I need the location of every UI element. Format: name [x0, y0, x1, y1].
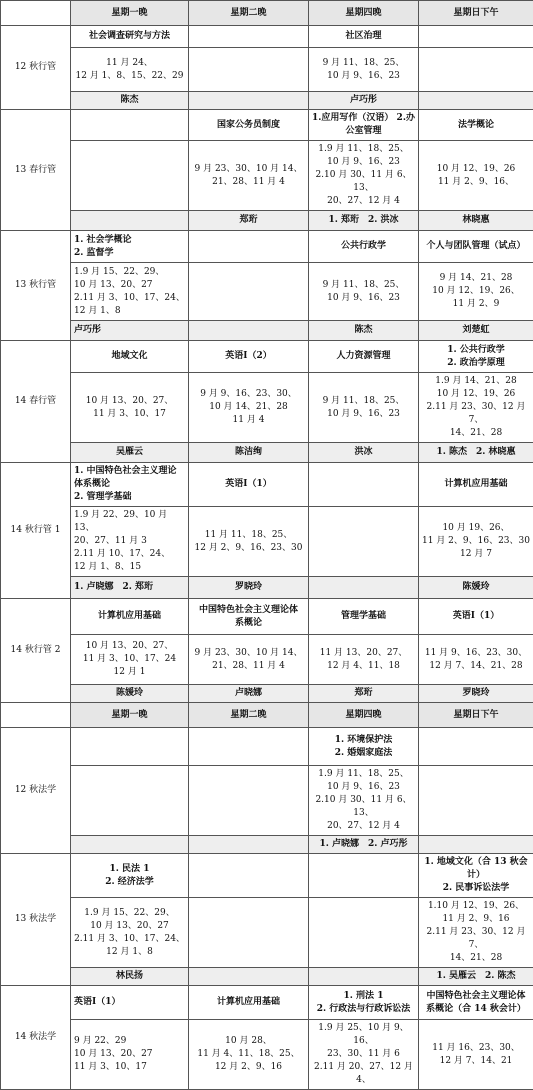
header-monday: 星期一晚	[71, 1, 189, 26]
dates-sunday	[419, 898, 533, 968]
text-line: 2.10 月 30、11 月 6、13、	[312, 169, 415, 195]
text-line: 11 月 2、9	[422, 298, 530, 311]
teacher-thursday: 1. 郑珩 2. 洪冰	[309, 211, 419, 231]
class-name: 13 春行管	[1, 110, 71, 231]
text-line: 2. 民事诉讼法学	[422, 882, 530, 895]
teacher-monday: 1. 卢晓娜 2. 郑珩	[71, 577, 189, 599]
text-line: 10 月 13、20、27	[74, 1048, 185, 1061]
course-thursday: 人力资源管理	[309, 341, 419, 373]
text-line: 9 月 11、18、25、	[312, 279, 415, 292]
text-line: 10 月 9、16、23	[312, 156, 415, 169]
text-line: 1.9 月 11、18、25、	[312, 768, 415, 781]
text-line: 9 月 22、29	[74, 1035, 185, 1048]
header-tuesday: 星期二晚	[189, 1, 309, 26]
course-monday	[71, 110, 189, 141]
teacher-row	[1, 211, 533, 231]
teacher-row	[1, 92, 533, 110]
dates-monday	[71, 263, 189, 321]
text-line: 9 月 23、30、10 月 14、	[192, 647, 305, 660]
header-tuesday: 星期二晚	[189, 703, 309, 728]
text-line: 系概论（合 14 秋会计）	[422, 1003, 530, 1016]
text-line: 11 月 9、16、23、30、	[422, 647, 530, 660]
course-monday	[71, 463, 189, 507]
course-thursday	[309, 986, 419, 1020]
class-name: 14 秋法学	[1, 986, 71, 1090]
text-line: 2. 监督学	[74, 247, 185, 260]
text-line: 11 月 2、9、16	[422, 913, 530, 926]
teacher-tuesday: 郑珩	[189, 211, 309, 231]
text-line: 2.11 月 10、17、24、	[74, 548, 185, 561]
text-line: 12 月 7、14、21、28	[422, 660, 530, 673]
header-monday: 星期一晚	[71, 703, 189, 728]
dates-thursday	[309, 141, 419, 211]
dates-sunday	[419, 263, 533, 321]
teacher-sunday: 陈媛玲	[419, 577, 533, 599]
dates-sunday	[419, 373, 533, 443]
text-line: 10 月 13、20、27	[74, 920, 185, 933]
course-monday: 地域文化	[71, 341, 189, 373]
text-line: 20、27、11 月 3	[74, 535, 185, 548]
teacher-monday: 吴雁云	[71, 443, 189, 463]
dates-tuesday	[189, 766, 309, 836]
dates-row	[1, 373, 533, 443]
course-tuesday	[189, 599, 309, 635]
teacher-monday: 林民扬	[71, 968, 189, 986]
text-line: 10 月 9、16、23	[312, 292, 415, 305]
text-line: 系概论	[192, 617, 305, 630]
course-tuesday	[189, 854, 309, 898]
teacher-tuesday	[189, 92, 309, 110]
teacher-thursday	[309, 577, 419, 599]
teacher-thursday: 洪冰	[309, 443, 419, 463]
text-line: 14、21、28	[422, 952, 530, 965]
header-thursday: 星期四晚	[309, 1, 419, 26]
dates-thursday	[309, 766, 419, 836]
class-name: 14 秋行管 1	[1, 463, 71, 599]
text-line: 12 月 7	[422, 548, 530, 561]
text-line: 12 月 1	[74, 666, 185, 679]
teacher-sunday: 林晓惠	[419, 211, 533, 231]
text-line: 1. 地域文化（合 13 秋会计）	[422, 856, 530, 882]
text-line: 2.11 月 20、27、12 月 4、	[312, 1061, 415, 1087]
dates-tuesday	[189, 141, 309, 211]
dates-monday	[71, 898, 189, 968]
text-line: 9 月 11、18、25、	[312, 57, 415, 70]
course-monday	[71, 231, 189, 263]
text-line: 9 月 23、30、10 月 14、	[192, 163, 305, 176]
course-tuesday	[189, 231, 309, 263]
text-line: 2.10 月 30、11 月 6、13、	[312, 794, 415, 820]
teacher-monday	[71, 211, 189, 231]
text-line: 11 月 13、20、27、	[312, 647, 415, 660]
class-name: 13 秋行管	[1, 231, 71, 341]
text-line: 2. 管理学基础	[74, 491, 185, 504]
text-line: 12 月 1、8	[74, 305, 185, 318]
dates-thursday	[309, 373, 419, 443]
text-line: 11 月 3、10、17、24	[74, 653, 185, 666]
text-line: 11 月 2、9、16、	[422, 176, 530, 189]
class-name: 14 春行管	[1, 341, 71, 463]
text-line: 1.9 月 25、10 月 9、16、	[312, 1022, 415, 1048]
text-line: 12 月 2、9、16、23、30	[192, 542, 305, 555]
dates-row	[1, 263, 533, 321]
dates-sunday	[419, 48, 533, 92]
dates-thursday	[309, 507, 419, 577]
dates-tuesday	[189, 48, 309, 92]
course-row	[1, 986, 533, 1020]
teacher-row	[1, 577, 533, 599]
header-corner	[1, 1, 71, 26]
text-line: 21、28、11 月 4	[192, 176, 305, 189]
dates-monday	[71, 1020, 189, 1090]
text-line: 体系概论	[74, 478, 185, 491]
course-row	[1, 599, 533, 635]
text-line: 11 月 3、10、17	[74, 1061, 185, 1074]
text-line: 9 月 14、21、28	[422, 272, 530, 285]
header-corner	[1, 703, 71, 728]
text-line: 1. 中国特色社会主义理论	[74, 465, 185, 478]
text-line: 10 月 13、20、27、	[74, 395, 185, 408]
text-line: 2.11 月 23、30、12 月 7、	[422, 926, 530, 952]
course-thursday	[309, 728, 419, 766]
teacher-thursday	[309, 968, 419, 986]
text-line: 11 月 4、11、18、25、	[192, 1048, 305, 1061]
course-sunday	[419, 986, 533, 1020]
text-line: 11 月 11、18、25、	[192, 529, 305, 542]
text-line: 11 月 4	[192, 414, 305, 427]
text-line: 2.11 月 3、10、17、24、	[74, 292, 185, 305]
header-row	[1, 1, 533, 26]
text-line: 12 月 2、9、16	[192, 1061, 305, 1074]
header-sunday: 星期日下午	[419, 703, 533, 728]
teacher-sunday	[419, 836, 533, 854]
text-line: 10 月 19、26、	[422, 522, 530, 535]
teacher-monday	[71, 836, 189, 854]
text-line: 10 月 9、16、23	[312, 781, 415, 794]
text-line: 1.9 月 15、22、29、	[74, 907, 185, 920]
course-row	[1, 110, 533, 141]
teacher-sunday	[419, 92, 533, 110]
dates-monday	[71, 507, 189, 577]
text-line: 1.10 月 12、19、26、	[422, 900, 530, 913]
course-tuesday: 英语Ⅰ（2）	[189, 341, 309, 373]
course-row	[1, 728, 533, 766]
course-sunday: 法学概论	[419, 110, 533, 141]
teacher-monday: 陈媛玲	[71, 685, 189, 703]
course-monday: 英语Ⅰ（1）	[71, 986, 189, 1020]
course-monday: 社会调查研究与方法	[71, 26, 189, 48]
dates-tuesday	[189, 373, 309, 443]
text-line: 20、27、12 月 4	[312, 195, 415, 208]
text-line: 1. 刑法 1	[312, 990, 415, 1003]
teacher-sunday: 1. 陈杰 2. 林晓惠	[419, 443, 533, 463]
text-line: 1. 公共行政学	[422, 344, 530, 357]
dates-row	[1, 1020, 533, 1090]
header-thursday: 星期四晚	[309, 703, 419, 728]
teacher-row	[1, 685, 533, 703]
course-tuesday	[189, 728, 309, 766]
header-sunday: 星期日下午	[419, 1, 533, 26]
text-line: 14、21、28	[422, 427, 530, 440]
teacher-tuesday	[189, 968, 309, 986]
dates-monday	[71, 141, 189, 211]
course-row	[1, 463, 533, 507]
text-line: 9 月 11、18、25、	[312, 395, 415, 408]
dates-sunday	[419, 507, 533, 577]
course-monday: 计算机应用基础	[71, 599, 189, 635]
course-row	[1, 854, 533, 898]
course-tuesday: 国家公务员制度	[189, 110, 309, 141]
text-line: 2. 婚姻家庭法	[312, 747, 415, 760]
text-line: 11 月 24、	[74, 57, 185, 70]
text-line: 1. 环境保护法	[312, 734, 415, 747]
course-monday	[71, 854, 189, 898]
text-line: 10 月 12、19、26	[422, 388, 530, 401]
teacher-tuesday	[189, 836, 309, 854]
text-line: 10 月 14、21、28	[192, 401, 305, 414]
teacher-tuesday: 陈洁绚	[189, 443, 309, 463]
text-line: 10 月 9、16、23	[312, 70, 415, 83]
text-line: 2. 行政法与行政诉讼法	[312, 1003, 415, 1016]
course-thursday: 管理学基础	[309, 599, 419, 635]
text-line: 23、30、11 月 6	[312, 1048, 415, 1061]
text-line: 1. 社会学概论	[74, 234, 185, 247]
course-row	[1, 231, 533, 263]
text-line: 10 月 13、20、27、	[74, 640, 185, 653]
text-line: 1. 民法 1	[74, 863, 185, 876]
text-line: 2.11 月 23、30、12 月 7、	[422, 401, 530, 427]
teacher-tuesday	[189, 321, 309, 341]
dates-tuesday	[189, 898, 309, 968]
text-line: 2. 经济法学	[74, 876, 185, 889]
dates-thursday	[309, 635, 419, 685]
text-line: 11 月 16、23、30、	[422, 1042, 530, 1055]
course-sunday: 计算机应用基础	[419, 463, 533, 507]
course-sunday	[419, 854, 533, 898]
teacher-monday: 陈杰	[71, 92, 189, 110]
text-line: 1.9 月 11、18、25、	[312, 143, 415, 156]
text-line: 10 月 9、16、23	[312, 408, 415, 421]
class-name: 12 秋法学	[1, 728, 71, 854]
dates-monday	[71, 766, 189, 836]
header-row	[1, 703, 533, 728]
dates-thursday	[309, 1020, 419, 1090]
text-line: 12 月 1、8、15、22、29	[74, 70, 185, 83]
text-line: 12 月 1、8、15	[74, 561, 185, 574]
text-line: 10 月 28、	[192, 1035, 305, 1048]
class-name: 13 秋法学	[1, 854, 71, 986]
course-sunday: 个人与团队管理（试点）	[419, 231, 533, 263]
text-line: 21、28、11 月 4	[192, 660, 305, 673]
teacher-row	[1, 443, 533, 463]
course-thursday: 社区治理	[309, 26, 419, 48]
text-line: 2.11 月 3、10、17、24、	[74, 933, 185, 946]
text-line: 1.9 月 22、29、10 月 13、	[74, 509, 185, 535]
dates-thursday	[309, 898, 419, 968]
teacher-sunday: 罗晓玲	[419, 685, 533, 703]
dates-thursday	[309, 263, 419, 321]
dates-sunday	[419, 766, 533, 836]
course-thursday	[309, 854, 419, 898]
course-sunday	[419, 728, 533, 766]
dates-row	[1, 507, 533, 577]
dates-sunday	[419, 141, 533, 211]
dates-tuesday	[189, 507, 309, 577]
course-row	[1, 26, 533, 48]
text-line: 中国特色社会主义理论体	[422, 990, 530, 1003]
dates-tuesday	[189, 635, 309, 685]
text-line: 12 月 4、11、18	[312, 660, 415, 673]
dates-tuesday	[189, 263, 309, 321]
text-line: 2. 政治学原理	[422, 357, 530, 370]
course-row	[1, 341, 533, 373]
teacher-tuesday: 卢晓娜	[189, 685, 309, 703]
class-name: 14 秋行管 2	[1, 599, 71, 703]
dates-row	[1, 635, 533, 685]
course-sunday	[419, 26, 533, 48]
teacher-sunday: 1. 吴雁云 2. 陈杰	[419, 968, 533, 986]
text-line: 11 月 3、10、17	[74, 408, 185, 421]
text-line: 10 月 13、20、27	[74, 279, 185, 292]
dates-sunday	[419, 635, 533, 685]
dates-sunday	[419, 1020, 533, 1090]
course-tuesday	[189, 26, 309, 48]
teacher-row	[1, 968, 533, 986]
text-line: 9 月 9、16、23、30、	[192, 388, 305, 401]
course-thursday	[309, 463, 419, 507]
teacher-thursday: 卢巧彤	[309, 92, 419, 110]
dates-row	[1, 766, 533, 836]
dates-monday	[71, 373, 189, 443]
dates-row	[1, 898, 533, 968]
teacher-row	[1, 836, 533, 854]
text-line: 12 月 7、14、21	[422, 1055, 530, 1068]
teacher-row	[1, 321, 533, 341]
text-line: 1.9 月 14、21、28	[422, 375, 530, 388]
course-tuesday: 英语Ⅰ（1）	[189, 463, 309, 507]
dates-tuesday	[189, 1020, 309, 1090]
teacher-thursday: 郑珩	[309, 685, 419, 703]
class-name: 12 秋行管	[1, 26, 71, 110]
dates-monday	[71, 48, 189, 92]
text-line: 20、27、12 月 4	[312, 820, 415, 833]
text-line: 10 月 12、19、26	[422, 163, 530, 176]
course-tuesday: 计算机应用基础	[189, 986, 309, 1020]
text-line: 中国特色社会主义理论体	[192, 604, 305, 617]
dates-row	[1, 48, 533, 92]
teacher-tuesday: 罗晓玲	[189, 577, 309, 599]
text-line: 10 月 12、19、26、	[422, 285, 530, 298]
dates-row	[1, 141, 533, 211]
dates-thursday	[309, 48, 419, 92]
teacher-thursday: 陈杰	[309, 321, 419, 341]
course-thursday: 1.应用写作（汉语） 2.办公室管理	[309, 110, 419, 141]
course-thursday: 公共行政学	[309, 231, 419, 263]
text-line: 1.9 月 15、22、29、	[74, 266, 185, 279]
text-line: 11 月 2、9、16、23、30	[422, 535, 530, 548]
teacher-sunday: 刘楚虹	[419, 321, 533, 341]
teacher-thursday: 1. 卢晓娜 2. 卢巧彤	[309, 836, 419, 854]
course-sunday: 英语Ⅰ（1）	[419, 599, 533, 635]
course-sunday	[419, 341, 533, 373]
teacher-monday: 卢巧彤	[71, 321, 189, 341]
dates-monday	[71, 635, 189, 685]
text-line: 12 月 1、8	[74, 946, 185, 959]
course-monday	[71, 728, 189, 766]
